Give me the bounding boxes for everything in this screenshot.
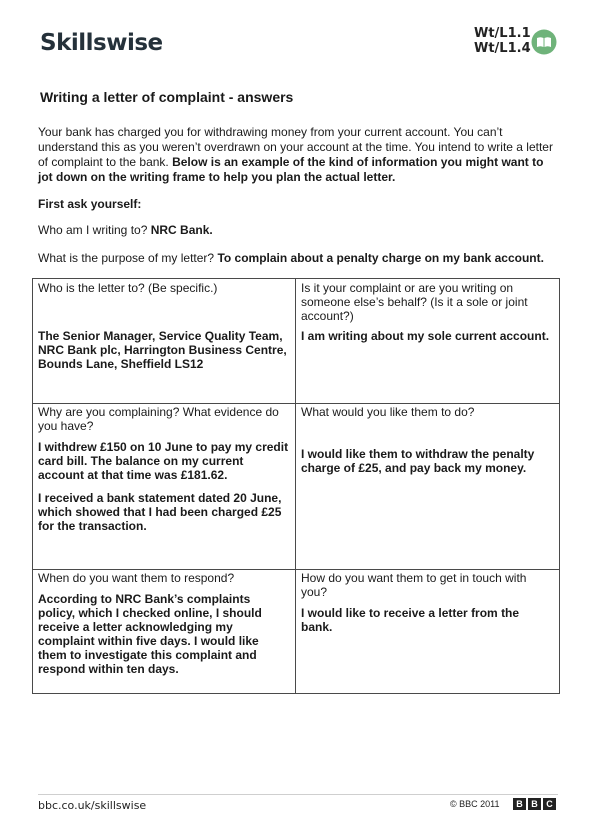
curriculum-code: Wt/L1.1: [474, 26, 531, 41]
cell-question: Is it your complaint or are you writing on someone else’s behalf? (Is it a sole or joint account?): [301, 281, 528, 323]
table-divider: [33, 403, 559, 404]
cell-answer: I would like to receive a letter from the bank.: [301, 606, 520, 634]
cell-question: Why are you complaining? What evidence do you have?: [38, 405, 279, 433]
cell-answer: I am writing about my sole current account.: [301, 329, 550, 343]
cell-answer: I would like them to withdraw the penalty charge of £25, and pay back my money.: [301, 447, 535, 475]
cell-answer: The Senior Manager, Service Quality Team, NRC Bank plc, Harrington Business Centre, Bounds Lane, Sheffield LS12: [38, 329, 287, 371]
purpose-answer: To complain about a penalty charge on my bank account.: [217, 251, 544, 265]
intro-bold-text: Below is an example of the kind of information you might want to jot down on the writing frame to help you plan the actual letter.: [38, 155, 544, 184]
cell-answer: According to NRC Bank’s complaints policy, which I checked online, I should receive a letter acknowledging my complaint within five days. I would like them to investigate this complaint and respond within ten days.: [38, 592, 262, 676]
intro-text: Your bank has charged you for withdrawing money from your current account. You can’t understand this as you weren’t overdrawn on your account at the time. You intend to write a letter of complaint to the bank.: [38, 125, 553, 169]
footer-url-link[interactable]: bbc.co.uk/skillswise: [38, 799, 147, 812]
table-divider: [33, 569, 559, 570]
cell-answer: I withdrew £150 on 10 June to pay my credit card bill. The balance on my current account at that time was £181.62.: [38, 440, 289, 482]
curriculum-code: Wt/L1.4: [474, 41, 531, 56]
table-divider: [295, 279, 296, 693]
table-cell: [301, 405, 553, 475]
table-cell: [38, 281, 290, 371]
writing-frame-table: [32, 278, 560, 694]
purpose-line: [38, 251, 544, 266]
first-ask-heading: First ask yourself:: [38, 197, 142, 211]
footer-divider: [38, 794, 558, 795]
cell-question: Who is the letter to? (Be specific.): [38, 281, 218, 295]
table-cell: [38, 571, 290, 676]
page-title: Writing a letter of complaint - answers: [40, 89, 294, 105]
skillswise-logo: Skillswise: [40, 30, 163, 56]
cell-question: When do you want them to respond?: [38, 571, 235, 585]
cell-answer: I received a bank statement dated 20 June, which showed that I had been charged £25 for the transaction.: [38, 491, 282, 533]
who-answer: NRC Bank.: [150, 223, 213, 237]
bbc-logo-block: C: [543, 798, 556, 810]
bbc-logo-block: B: [528, 798, 541, 810]
who-question: Who am I writing to?: [38, 223, 148, 237]
intro-paragraph: [38, 125, 558, 185]
purpose-question: What is the purpose of my letter?: [38, 251, 215, 265]
table-cell: [301, 281, 553, 343]
bbc-logo: [513, 798, 556, 810]
copyright-text: © BBC 2011: [450, 799, 500, 809]
who-line: [38, 223, 213, 238]
cell-question: What would you like them to do?: [301, 405, 475, 419]
table-cell: [38, 405, 290, 533]
cell-question: How do you want them to get in touch with you?: [301, 571, 527, 599]
bbc-logo-block: B: [513, 798, 526, 810]
table-cell: [301, 571, 553, 634]
open-book-icon: [531, 29, 557, 55]
curriculum-codes: [474, 26, 531, 56]
